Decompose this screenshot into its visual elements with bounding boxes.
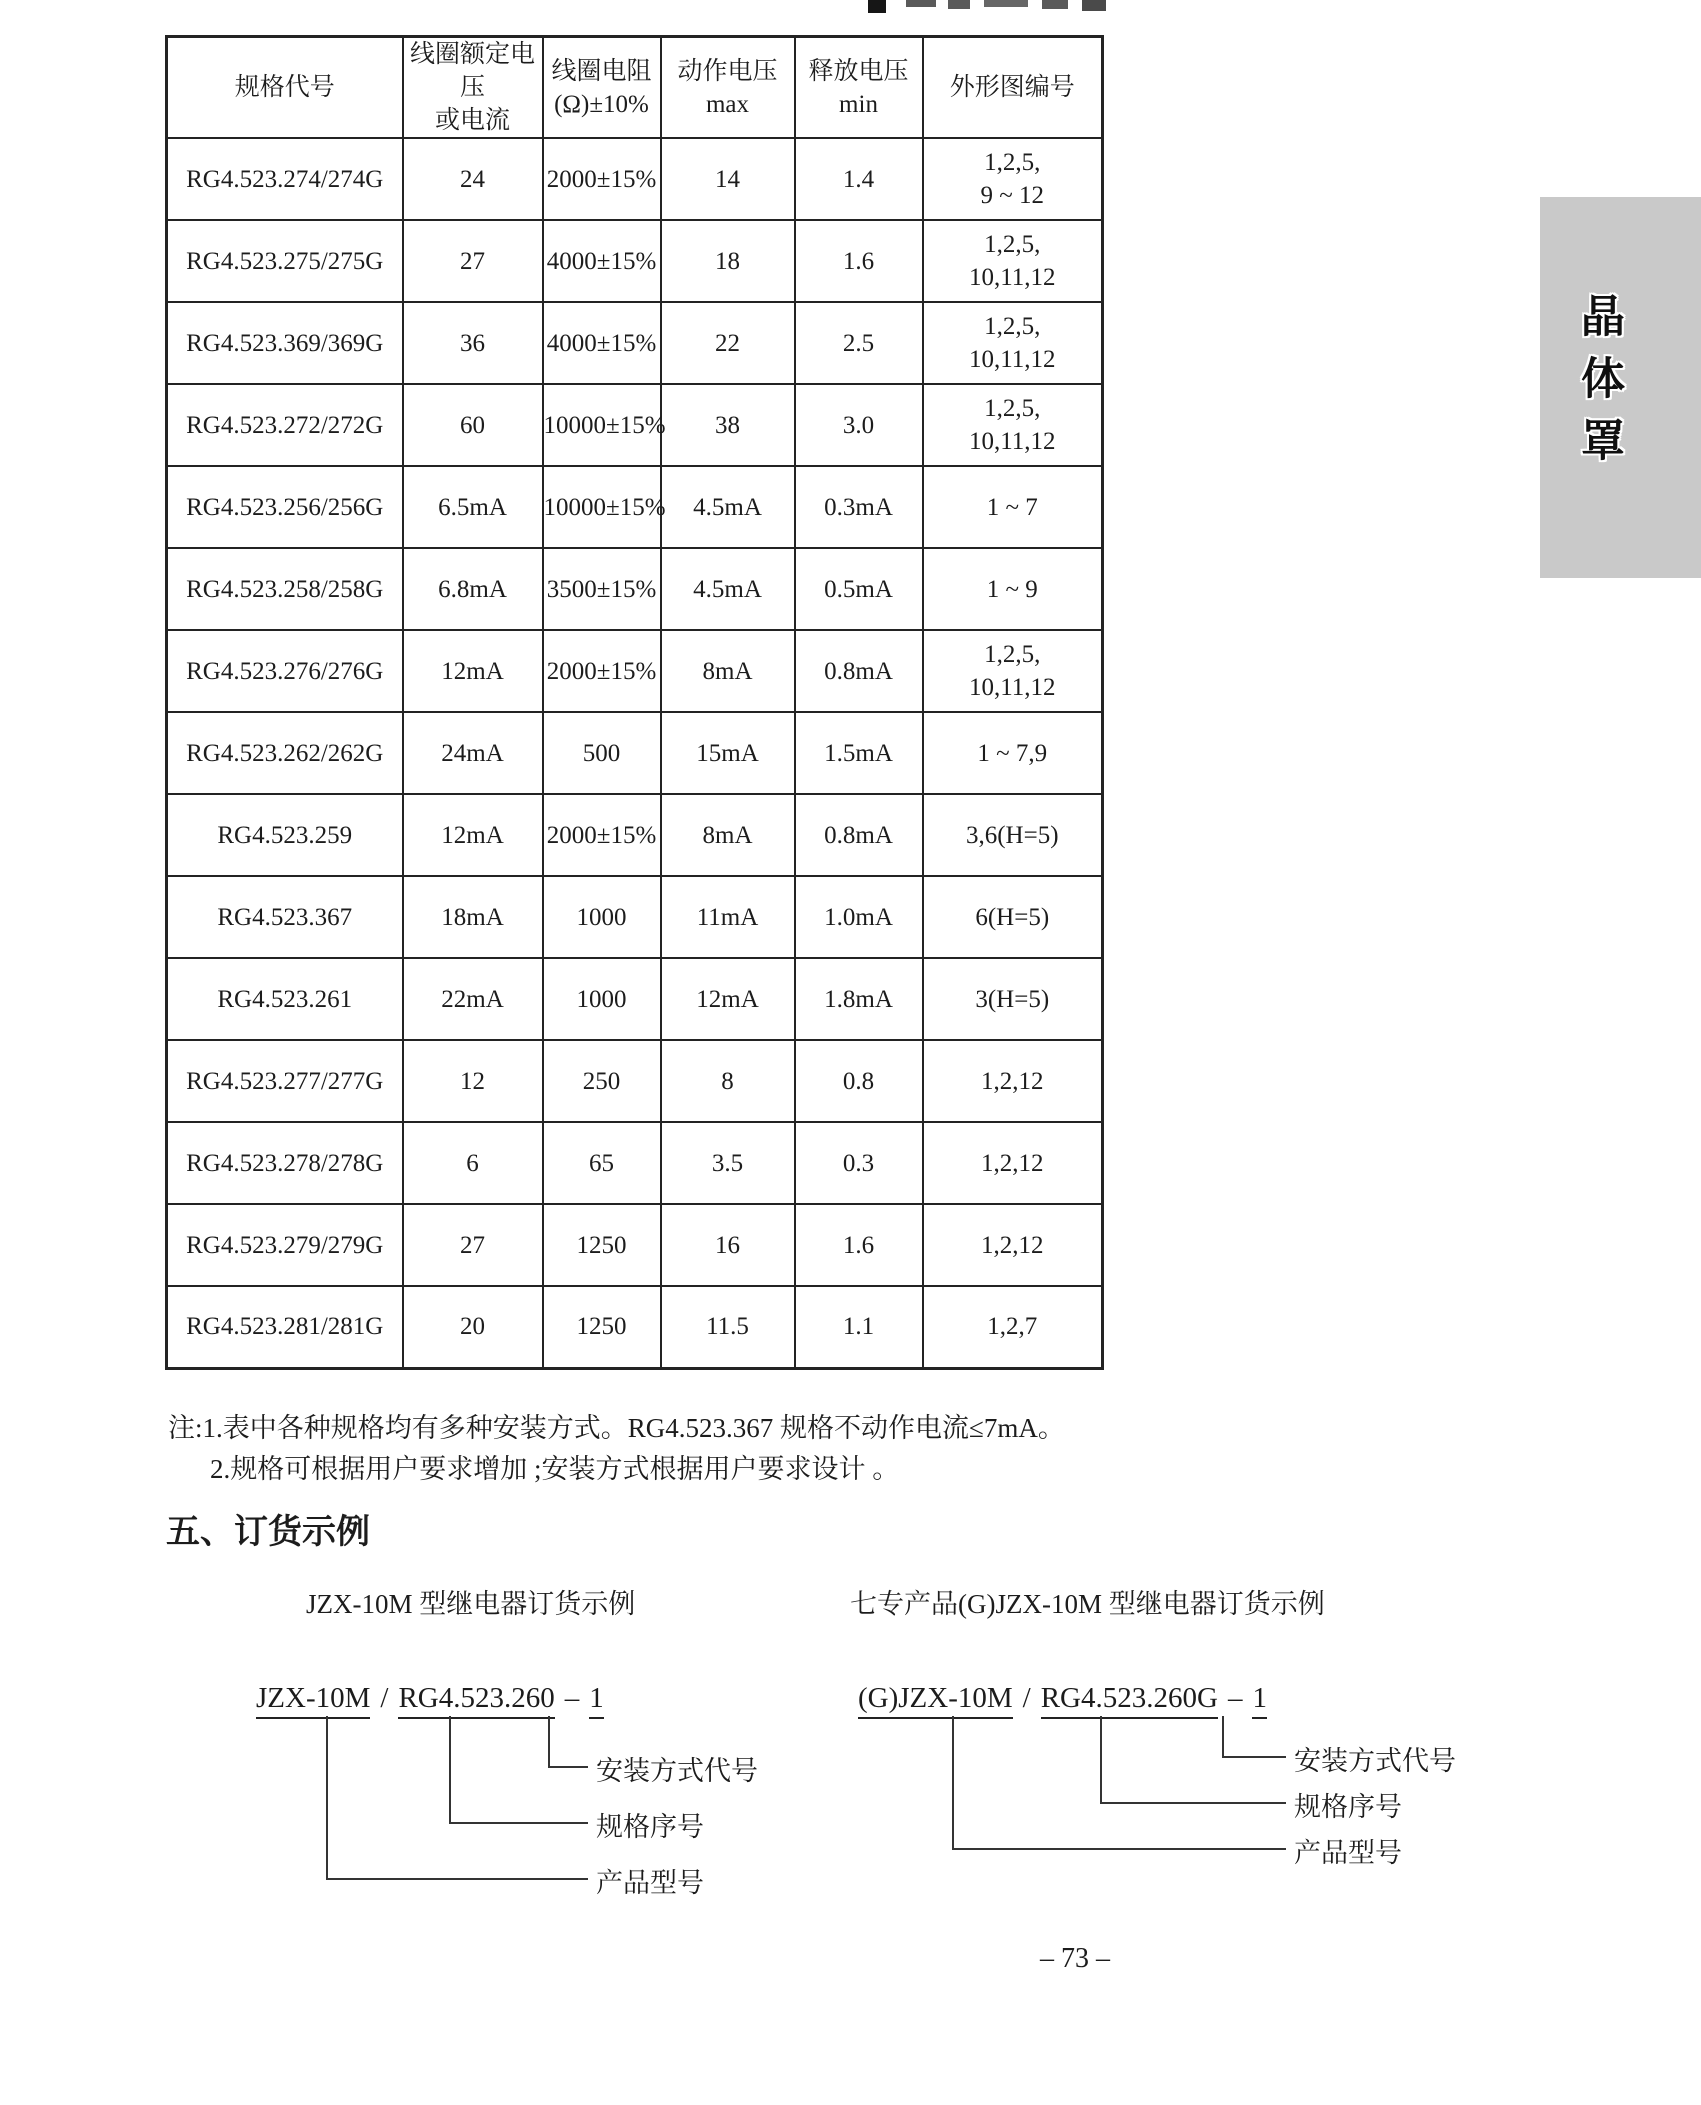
- header-cell: 线圈额定电压 或电流: [403, 37, 543, 139]
- outline-cell: 3,6(H=5): [923, 794, 1103, 876]
- table-cell: 1.0mA: [795, 876, 923, 958]
- table-row: [167, 138, 1103, 220]
- table-cell: RG4.523.262/262G: [167, 712, 403, 794]
- outline-cell: 1 ~ 9: [923, 548, 1103, 630]
- side-tab: [1540, 197, 1701, 578]
- example-label-model: 产品型号: [1294, 1838, 1402, 1868]
- code-mount-code: 1: [1252, 1682, 1267, 1719]
- table-cell: 2.5: [795, 302, 923, 384]
- table-cell: 1.6: [795, 1204, 923, 1286]
- example-label-spec: 规格序号: [596, 1812, 704, 1842]
- note-line-1: 注:1.表中各种规格均有多种安装方式。RG4.523.367 规格不动作电流≤7mA。: [168, 1413, 1065, 1443]
- code-product-model: JZX-10M: [256, 1682, 370, 1719]
- table-row: [167, 958, 1103, 1040]
- header-cell: 线圈电阻 (Ω)±10%: [543, 37, 661, 139]
- table-cell: RG4.523.258/258G: [167, 548, 403, 630]
- code-separator: /: [1022, 1682, 1031, 1714]
- section-title: 五、订货示例: [166, 1514, 370, 1551]
- example-code: [256, 1682, 604, 1715]
- code-spec-number: RG4.523.260: [398, 1682, 554, 1719]
- table-cell: RG4.523.259: [167, 794, 403, 876]
- table-cell: 18mA: [403, 876, 543, 958]
- table-cell: RG4.523.369/369G: [167, 302, 403, 384]
- table-cell: 6.5mA: [403, 466, 543, 548]
- example-label-spec: 规格序号: [1294, 1792, 1402, 1822]
- note-line-2: 2.规格可根据用户要求增加 ;安装方式根据用户要求设计 。: [210, 1454, 900, 1484]
- table-cell: 8: [661, 1040, 795, 1122]
- outline-cell: 1 ~ 7,9: [923, 712, 1103, 794]
- table-cell: 10000±15%: [543, 384, 661, 466]
- table-cell: 11mA: [661, 876, 795, 958]
- code-separator: –: [564, 1682, 580, 1714]
- table-cell: 1.1: [795, 1286, 923, 1368]
- table-row: [167, 876, 1103, 958]
- outline-cell: 1,2,5, 10,11,12: [923, 302, 1103, 384]
- spec-table: [165, 35, 1104, 1370]
- example-title: 七专产品(G)JZX-10M 型继电器订货示例: [850, 1589, 1325, 1619]
- table-cell: 1000: [543, 876, 661, 958]
- example-label-mount: 安装方式代号: [596, 1756, 758, 1786]
- table-cell: 14: [661, 138, 795, 220]
- table-cell: 38: [661, 384, 795, 466]
- table-cell: 36: [403, 302, 543, 384]
- table-cell: 22mA: [403, 958, 543, 1040]
- header-fragment-mark: [948, 0, 970, 9]
- table-row: [167, 302, 1103, 384]
- table-cell: 3500±15%: [543, 548, 661, 630]
- outline-cell: 1,2,5, 10,11,12: [923, 630, 1103, 712]
- table-cell: 10000±15%: [543, 466, 661, 548]
- outline-cell: 1,2,12: [923, 1122, 1103, 1204]
- outline-cell: 6(H=5): [923, 876, 1103, 958]
- outline-cell: 1,2,5, 9 ~ 12: [923, 138, 1103, 220]
- header-fragment-mark: [906, 0, 936, 7]
- table-cell: 12mA: [403, 630, 543, 712]
- table-cell: 4.5mA: [661, 548, 795, 630]
- table-cell: 250: [543, 1040, 661, 1122]
- table-row: [167, 1040, 1103, 1122]
- table-cell: 1.8mA: [795, 958, 923, 1040]
- table-cell: 1.6: [795, 220, 923, 302]
- outline-cell: 1,2,5, 10,11,12: [923, 220, 1103, 302]
- table-cell: RG4.523.278/278G: [167, 1122, 403, 1204]
- table-row: [167, 220, 1103, 302]
- table-cell: 15mA: [661, 712, 795, 794]
- table-cell: 1250: [543, 1286, 661, 1368]
- table-cell: 12: [403, 1040, 543, 1122]
- side-tab-label: 晶体罩: [1574, 293, 1623, 479]
- connector-line: [952, 1716, 1286, 1850]
- table-row: [167, 712, 1103, 794]
- outline-cell: 1,2,12: [923, 1040, 1103, 1122]
- table-cell: 1250: [543, 1204, 661, 1286]
- table-cell: 1000: [543, 958, 661, 1040]
- header-fragment-mark: [1042, 0, 1068, 9]
- header-cell: 规格代号: [167, 37, 403, 139]
- code-separator: /: [380, 1682, 389, 1714]
- header-fragment-mark: [1082, 0, 1106, 11]
- table-cell: RG4.523.277/277G: [167, 1040, 403, 1122]
- code-spec-number: RG4.523.260G: [1041, 1682, 1218, 1719]
- table-cell: 11.5: [661, 1286, 795, 1368]
- table-cell: 65: [543, 1122, 661, 1204]
- table-cell: 24: [403, 138, 543, 220]
- table-row: [167, 1204, 1103, 1286]
- header-cell: 释放电压 min: [795, 37, 923, 139]
- outline-cell: 3(H=5): [923, 958, 1103, 1040]
- table-cell: 2000±15%: [543, 138, 661, 220]
- table-cell: 4000±15%: [543, 302, 661, 384]
- header-cell: 外形图编号: [923, 37, 1103, 139]
- table-cell: RG4.523.272/272G: [167, 384, 403, 466]
- table-cell: RG4.523.279/279G: [167, 1204, 403, 1286]
- table-cell: RG4.523.276/276G: [167, 630, 403, 712]
- table-cell: 16: [661, 1204, 795, 1286]
- table-cell: 8mA: [661, 630, 795, 712]
- table-cell: 3.0: [795, 384, 923, 466]
- table-cell: 8mA: [661, 794, 795, 876]
- header-cell: 动作电压 max: [661, 37, 795, 139]
- table-cell: 24mA: [403, 712, 543, 794]
- table-cell: RG4.523.281/281G: [167, 1286, 403, 1368]
- table-cell: 0.8mA: [795, 630, 923, 712]
- table-row: [167, 548, 1103, 630]
- table-cell: 2000±15%: [543, 630, 661, 712]
- connector-line: [326, 1716, 588, 1880]
- table-cell: 1.4: [795, 138, 923, 220]
- example-code: [858, 1682, 1267, 1715]
- table-cell: RG4.523.275/275G: [167, 220, 403, 302]
- table-cell: 2000±15%: [543, 794, 661, 876]
- table-cell: 18: [661, 220, 795, 302]
- table-cell: RG4.523.261: [167, 958, 403, 1040]
- table-row: [167, 1286, 1103, 1368]
- outline-cell: 1 ~ 7: [923, 466, 1103, 548]
- code-separator: –: [1227, 1682, 1243, 1714]
- table-cell: 4.5mA: [661, 466, 795, 548]
- table-cell: 0.8mA: [795, 794, 923, 876]
- table-cell: 6: [403, 1122, 543, 1204]
- table-cell: 3.5: [661, 1122, 795, 1204]
- table-cell: RG4.523.274/274G: [167, 138, 403, 220]
- outline-cell: 1,2,12: [923, 1204, 1103, 1286]
- notes: [168, 1408, 1065, 1490]
- table-row: [167, 466, 1103, 548]
- table-cell: 0.3mA: [795, 466, 923, 548]
- outline-cell: 1,2,5, 10,11,12: [923, 384, 1103, 466]
- table-cell: RG4.523.367: [167, 876, 403, 958]
- table-cell: 12mA: [403, 794, 543, 876]
- table-cell: 22: [661, 302, 795, 384]
- table-row: [167, 794, 1103, 876]
- header-fragment-mark: [984, 0, 1028, 7]
- table-cell: 1.5mA: [795, 712, 923, 794]
- table-cell: 12mA: [661, 958, 795, 1040]
- page-number: – 73 –: [1040, 1943, 1110, 1974]
- header-fragment-mark: [868, 0, 886, 13]
- table-cell: 60: [403, 384, 543, 466]
- example-label-model: 产品型号: [596, 1868, 704, 1898]
- table-cell: 0.3: [795, 1122, 923, 1204]
- table-row: [167, 384, 1103, 466]
- code-product-model: (G)JZX-10M: [858, 1682, 1013, 1719]
- table-cell: 20: [403, 1286, 543, 1368]
- table-cell: 500: [543, 712, 661, 794]
- table-row: [167, 630, 1103, 712]
- code-mount-code: 1: [589, 1682, 604, 1719]
- table-cell: 27: [403, 1204, 543, 1286]
- table-cell: 0.8: [795, 1040, 923, 1122]
- table-cell: 27: [403, 220, 543, 302]
- outline-cell: 1,2,7: [923, 1286, 1103, 1368]
- table-cell: 4000±15%: [543, 220, 661, 302]
- example-title: JZX-10M 型继电器订货示例: [306, 1589, 636, 1619]
- header-row: [167, 37, 1103, 139]
- table-cell: RG4.523.256/256G: [167, 466, 403, 548]
- example-label-mount: 安装方式代号: [1294, 1746, 1456, 1776]
- table-cell: 0.5mA: [795, 548, 923, 630]
- table-row: [167, 1122, 1103, 1204]
- table-cell: 6.8mA: [403, 548, 543, 630]
